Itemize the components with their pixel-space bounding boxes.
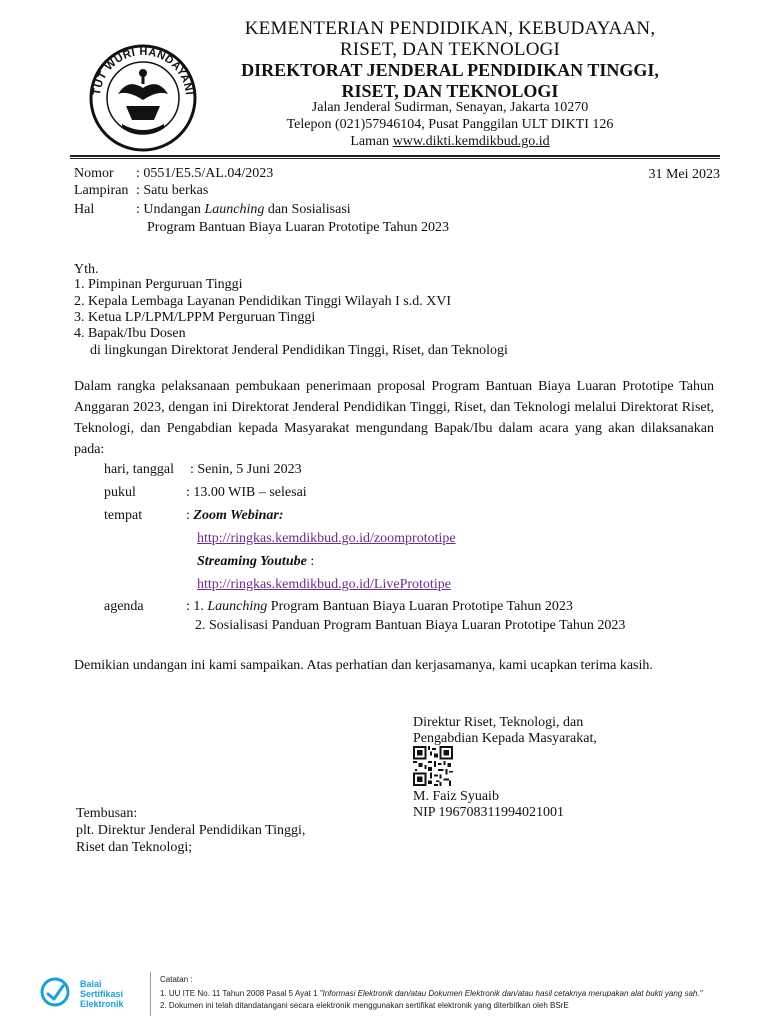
youtube-label: Streaming Youtube [197, 554, 307, 569]
pukul-value: : 13.00 WIB – selesai [186, 485, 307, 500]
hal-value [136, 201, 351, 218]
youtube-label-line [197, 553, 314, 570]
qr-code-icon [413, 746, 453, 786]
letterhead-rule-thin [70, 158, 720, 159]
recipient-item: 3. Ketua LP/LPM/LPPM Perguruan Tinggi [74, 310, 316, 325]
agenda1-suffix: Program Bantuan Biaya Luaran Prototipe Tahun 2023 [267, 599, 573, 614]
footer-note-2: 2. Dokumen ini telah ditandatangani secara elektronik menggunakan sertifikat elektronik yang diterbitkan oleh BSrE [160, 1001, 569, 1010]
letterhead-directorate-line2: RISET, DAN TEKNOLOGI [341, 81, 559, 101]
agenda-item-1 [186, 598, 573, 615]
tempat-value [186, 507, 284, 524]
zoom-link[interactable]: http://ringkas.kemdikbud.go.id/zoomprototipe [197, 531, 456, 546]
recipient-item: 2. Kepala Lembaga Layanan Pendidikan Tinggi Wilayah I s.d. XVI [74, 294, 452, 309]
zoom-link-line [197, 530, 456, 547]
agenda1-prefix: : 1. [186, 599, 208, 614]
agenda1-italic: Launching [207, 599, 268, 614]
bsre-text-line2: Sertifikasi [80, 989, 124, 999]
hal-suffix: dan Sosialisasi [264, 202, 351, 217]
logo-motto-text: TUT WURI HANDAYANI [91, 45, 195, 96]
body-paragraph-opening: Dalam rangka pelaksanaan pembukaan penerimaan proposal Program Bantuan Biaya Luaran Prototipe Tahun Anggaran 2023, dengan ini Direktorat Jenderal Pendidikan Tinggi, Riset, dan Teknologi melalui Direktorat Riset, Teknologi, dan Pengabdian kepada Masyarakat mengundang Bapak/Ibu dalam acara yang akan dilaksanakan pada: [74, 379, 714, 457]
recipient-item: 4. Bapak/Ibu Dosen [74, 326, 186, 341]
tembusan-line2: Riset dan Teknologi; [76, 840, 193, 855]
recipients-location: di lingkungan Direktorat Jenderal Pendidikan Tinggi, Riset, dan Teknologi [90, 343, 508, 358]
signatory-title-line2: Pengabdian Kepada Masyarakat, [413, 731, 597, 746]
bsre-text-line3: Elektronik [80, 999, 124, 1009]
website-prefix: Laman [350, 134, 393, 149]
youtube-link[interactable]: http://ringkas.kemdikbud.go.id/LivePrototipe [197, 577, 451, 592]
hari-value: : Senin, 5 Juni 2023 [190, 462, 302, 477]
footer-note-1 [160, 989, 702, 999]
body-paragraph-closing: Demikian undangan ini kami sampaikan. Atas perhatian dan kerjasamanya, kami ucapkan terima kasih. [74, 658, 653, 673]
youtube-colon: : [306, 554, 315, 569]
letterhead-directorate-line1: DIREKTORAT JENDERAL PENDIDIKAN TINGGI, [241, 60, 659, 80]
signatory-nip: NIP 196708311994021001 [413, 805, 565, 820]
letter-date: 31 Mei 2023 [648, 167, 720, 182]
lampiran-value: : Satu berkas [136, 183, 209, 198]
hari-label: hari, tanggal [104, 462, 174, 477]
agenda-label: agenda [104, 599, 144, 614]
letterhead-ministry-line2: RISET, DAN TEKNOLOGI [339, 39, 561, 60]
recipients-yth: Yth. [74, 262, 99, 277]
bsre-text-line1: Balai [80, 979, 102, 989]
recipient-item: 1. Pimpinan Perguruan Tinggi [74, 277, 243, 292]
hal-line2: Program Bantuan Biaya Luaran Prototipe Tahun 2023 [147, 220, 450, 235]
bsre-logo-icon [40, 977, 70, 1007]
website-link[interactable]: www.dikti.kemdikbud.go.id [392, 134, 550, 149]
signatory-title-line1: Direktur Riset, Teknologi, dan [413, 715, 584, 730]
zoom-label: Zoom Webinar: [193, 508, 284, 523]
signatory-name: M. Faiz Syuaib [413, 789, 499, 804]
youtube-link-line [197, 576, 451, 593]
letterhead-phone: Telepon (021)57946104, Pusat Panggilan ULT DIKTI 126 [286, 117, 614, 132]
hal-label: Hal [74, 202, 95, 217]
lampiran-label: Lampiran [74, 183, 129, 198]
nomor-value: : 0551/E5.5/AL.04/2023 [136, 166, 274, 181]
nomor-label: Nomor [74, 166, 114, 181]
note1-prefix: 1. UU ITE No. 11 Tahun 2008 Pasal 5 Ayat 1 [160, 989, 320, 998]
hal-italic: Launching [204, 202, 265, 217]
note1-italic: "Informasi Elektronik dan/atau Dokumen Elektronik dan/atau hasil cetaknya merupakan alat bukti yang sah." [319, 989, 703, 998]
letterhead-ministry-line1: KEMENTERIAN PENDIDIKAN, KEBUDAYAAN, [244, 18, 656, 39]
letterhead-website [210, 134, 690, 150]
pukul-label: pukul [104, 485, 136, 500]
hal-prefix: : Undangan [136, 202, 205, 217]
agenda-item-2: 2. Sosialisasi Panduan Program Bantuan Biaya Luaran Prototipe Tahun 2023 [195, 618, 626, 633]
tempat-label: tempat [104, 508, 143, 523]
footer-divider [150, 972, 151, 1016]
tembusan-label: Tembusan: [76, 806, 138, 821]
footer-catatan-label: Catatan : [160, 975, 193, 984]
letterhead-rule-thick [70, 155, 720, 157]
tembusan-line1: plt. Direktur Jenderal Pendidikan Tinggi, [76, 823, 306, 838]
tut-wuri-handayani-logo-icon [78, 28, 208, 160]
letterhead-address: Jalan Jenderal Sudirman, Senayan, Jakarta 10270 [311, 100, 589, 115]
tempat-colon: : [186, 508, 194, 523]
